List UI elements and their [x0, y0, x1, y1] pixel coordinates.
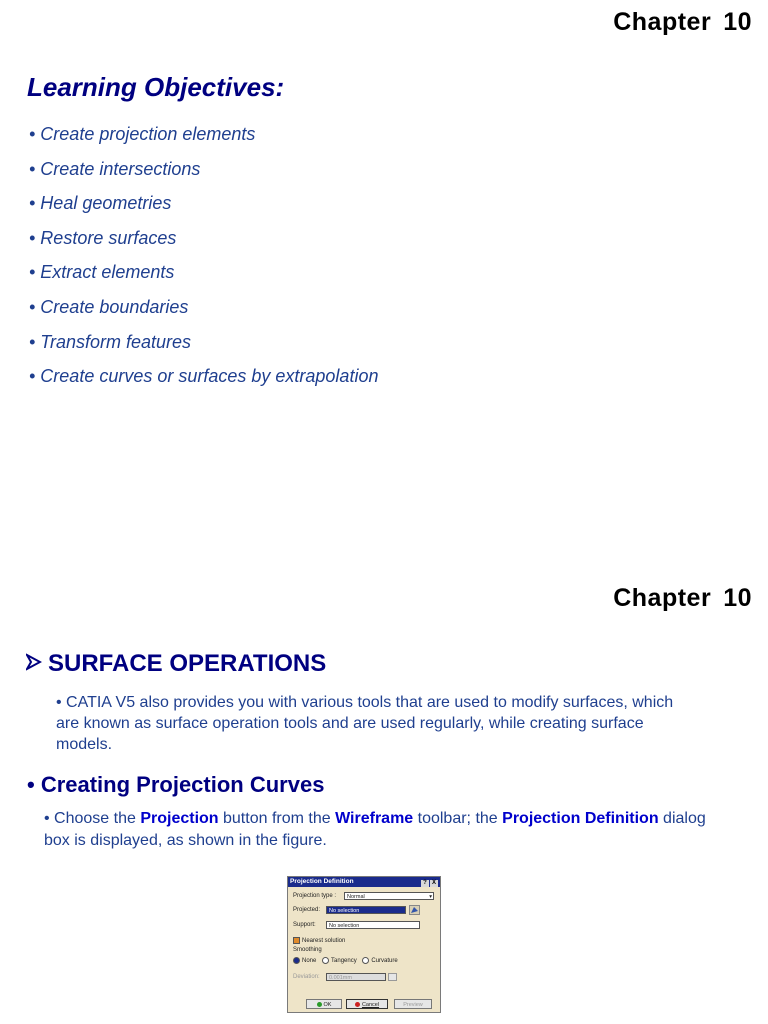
- chapter-heading: [613, 8, 752, 37]
- section-title: [26, 650, 326, 678]
- slide-surface-operations: [0, 576, 768, 1024]
- support-field[interactable]: No selection: [326, 921, 420, 929]
- support-label: Support:: [293, 922, 316, 928]
- list-item: • Create intersections: [29, 158, 201, 179]
- projected-field[interactable]: No selection: [326, 906, 406, 914]
- radio-icon: [293, 957, 300, 964]
- chevron-down-icon: ▾: [429, 894, 432, 900]
- ok-icon: [317, 1002, 322, 1007]
- spinner-icon[interactable]: [388, 973, 397, 981]
- dialog-titlebar: Projection Definition ? X: [288, 877, 440, 887]
- list-item: • Heal geometries: [29, 193, 172, 214]
- select-mode-icon[interactable]: [409, 905, 420, 915]
- projected-label: Projected:: [293, 907, 321, 913]
- instruction-paragraph: • Choose the Projection button from the Wireframe toolbar; the Projection Definition dialog box is displayed, as shown in the figure.: [44, 810, 706, 849]
- deviation-field[interactable]: 0.001mm: [326, 973, 386, 981]
- projection-type-select[interactable]: Normal ▾: [344, 892, 434, 900]
- ok-button[interactable]: OK: [306, 999, 342, 1009]
- radio-curvature[interactable]: Curvature: [362, 958, 397, 964]
- page-title: Learning Objectives:: [27, 72, 285, 102]
- deviation-label: Deviation:: [293, 974, 320, 980]
- radio-icon: [322, 957, 329, 964]
- projection-definition-dialog: [287, 876, 441, 1013]
- checkbox-icon: [293, 937, 300, 944]
- list-item: • Create curves or surfaces by extrapolation: [29, 366, 379, 387]
- list-item: • Transform features: [29, 331, 192, 352]
- cancel-button[interactable]: Cancel: [346, 999, 388, 1009]
- objectives-list: [29, 123, 378, 400]
- arrow-bullet-icon: [26, 650, 42, 678]
- chapter-label: Chapter: [613, 8, 712, 36]
- list-item: • Create projection elements: [29, 124, 256, 144]
- chapter-heading: [613, 584, 752, 613]
- intro-paragraph: • CATIA V5 also provides you with various tools that are used to modify surfaces, which are known as surface operation tools and are used regularly, while creating surface models.: [56, 694, 674, 753]
- chapter-number: 10: [723, 584, 752, 612]
- projection-term: Projection: [140, 810, 219, 827]
- nearest-solution-checkbox[interactable]: Nearest solution: [293, 937, 345, 944]
- projection-type-label: Projection type :: [293, 893, 337, 899]
- radio-icon: [362, 957, 369, 964]
- smoothing-label: Smoothing: [293, 947, 322, 953]
- radio-none[interactable]: None: [293, 958, 316, 964]
- projection-definition-term: Projection Definition: [502, 810, 659, 827]
- chapter-label: Chapter: [613, 584, 712, 612]
- smoothing-options: [293, 957, 398, 964]
- radio-tangency[interactable]: Tangency: [322, 958, 357, 964]
- preview-button[interactable]: Preview: [394, 999, 432, 1009]
- wireframe-term: Wireframe: [335, 810, 414, 827]
- chapter-number: 10: [723, 8, 752, 36]
- list-item: • Restore surfaces: [29, 227, 177, 248]
- subheading: • Creating Projection Curves: [27, 772, 325, 797]
- cancel-icon: [355, 1002, 360, 1007]
- close-button[interactable]: X: [431, 880, 436, 886]
- list-item: • Create boundaries: [29, 296, 189, 317]
- list-item: • Extract elements: [29, 262, 175, 283]
- section-title-text: SURFACE OPERATIONS: [48, 650, 327, 677]
- help-button[interactable]: ?: [421, 880, 429, 887]
